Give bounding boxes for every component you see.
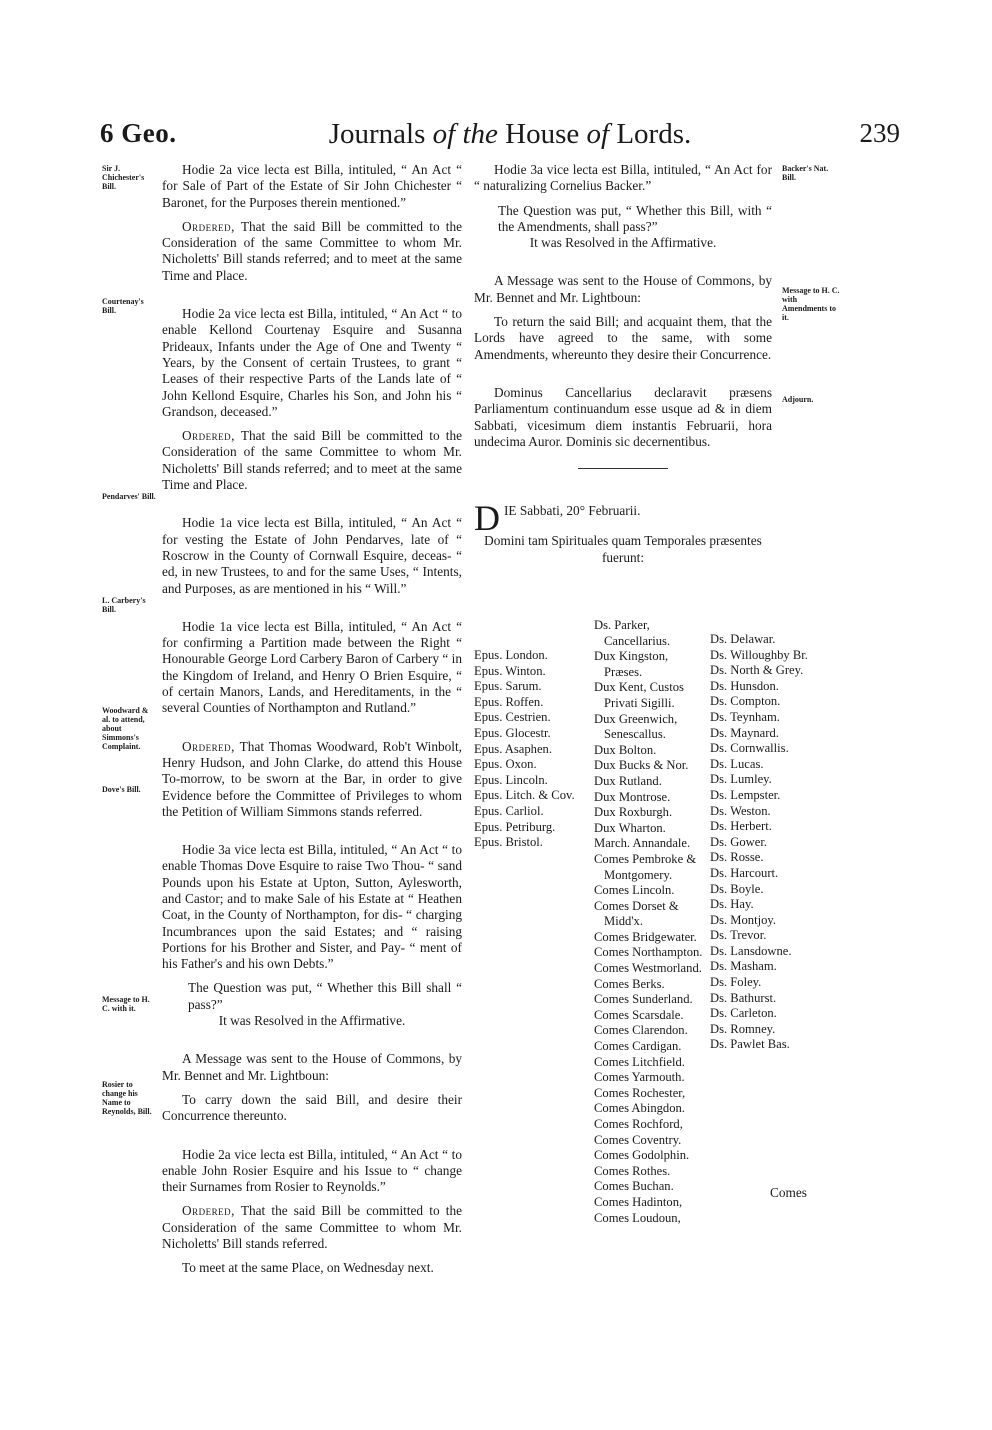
- peer-name: Comes Dorset &: [594, 898, 679, 913]
- peer-name: Epus. Cestrien.: [474, 710, 551, 725]
- peer-name: Comes Abingdon.: [594, 1101, 685, 1116]
- peer-name: Montgomery.: [604, 867, 673, 882]
- peer-name: Dux Montrose.: [594, 789, 671, 804]
- order-paragraph: [162, 1203, 462, 1252]
- peer-name: Ds. Parker,: [594, 618, 650, 632]
- peer-name: Epus. Lincoln.: [474, 772, 548, 787]
- peer-name: Comes Sunderland.: [594, 992, 693, 1007]
- peer-name: Ds. Teynham.: [710, 709, 780, 724]
- header-title-word: Lords.: [616, 118, 692, 150]
- peer-name: Ds. Foley.: [710, 975, 762, 990]
- peer-name: Dux Roxburgh.: [594, 805, 673, 820]
- peer-name: Ds. Carleton.: [710, 1006, 777, 1021]
- peer-name: Ds. Lansdowne.: [710, 943, 792, 958]
- peer-name: Dux Bolton.: [594, 742, 657, 757]
- peer-name: Comes Bridgewater.: [594, 929, 697, 944]
- message-instruction: To return the said Bill; and acquaint them, that the Lords have agreed to the same, with some Amendments, whereunto they desire their Concurrence.: [474, 314, 772, 362]
- sitting-date: IE Sabbati, 20° Februarii.: [504, 503, 641, 519]
- peer-name: Dux Greenwich,: [594, 711, 678, 726]
- peer-name: Dux Kent, Custos: [594, 680, 684, 695]
- margin-note: Pendarves' Bill.: [102, 492, 156, 501]
- peer-name: Epus. Asaphen.: [474, 741, 553, 756]
- peer-name: Privati Sigilli.: [604, 695, 675, 710]
- header-title-word: House: [505, 118, 580, 150]
- entry-text: Hodie 2a vice lecta est Billa, intituled, “ An Act “ for Sale of Part of the Estate of Sir John Chichester “ Baronet, for the Purposes therein mentioned.”: [162, 162, 462, 210]
- peer-name: Cancellarius.: [604, 633, 671, 648]
- adjournment-text: Dominus Cancellarius declaravit præsens Parliamentum continuandum esse usque ad & in diem Sabbati, vicesimum diem instantis Februarii, hora undecima Auror. Dominis sic decernentibus.: [474, 384, 772, 449]
- margin-note: Woodward & al. to attend, about Simmons's Complaint.: [102, 706, 149, 751]
- peer-name: Ds. Romney.: [710, 1021, 776, 1036]
- peer-name: Comes Westmorland.: [594, 961, 702, 976]
- peer-name: Ds. Weston.: [710, 803, 771, 818]
- peer-name: Dux Rutland.: [594, 773, 662, 788]
- peer-name: Ds. Delawar.: [710, 632, 776, 646]
- peer-name: Ds. Hay.: [710, 897, 754, 912]
- margin-note: Rosier to change his Name to Reynolds, Bill.: [102, 1080, 152, 1116]
- peer-name: Comes Rochester,: [594, 1085, 686, 1100]
- peer-name: Comes Yarmouth.: [594, 1070, 685, 1085]
- header-title: [300, 118, 720, 151]
- dukes-earls-list: [594, 618, 718, 1226]
- peer-name: Dux Bucks & Nor.: [594, 758, 689, 773]
- entry-text: Hodie 1a vice lecta est Billa, intituled, “ An Act “ for confirming a Partition made between the Right “ Honourable George Lord Carbery Baron of Carbery “ in the Kingdom of Ireland, and Henry O Brien Esquire, “ of certain Manors, Lands, and Hereditaments, in the “ several Counties of Northampton and Rutland.”: [162, 618, 462, 716]
- sitting-heading: [474, 498, 772, 539]
- peer-name: Comes Clarendon.: [594, 1023, 688, 1038]
- peer-name: Ds. Masham.: [710, 959, 777, 974]
- peer-name: Epus. London.: [474, 648, 548, 662]
- peer-name: Dux Kingston,: [594, 649, 669, 664]
- header-regnal-year: 6 Geo.: [100, 118, 177, 148]
- message-text: A Message was sent to the House of Commons, by Mr. Bennet and Mr. Lightboun:: [162, 1051, 462, 1083]
- peer-name: Comes Godolphin.: [594, 1148, 690, 1163]
- order-lead: Ordered,: [182, 218, 235, 234]
- margin-note: Dove's Bill.: [102, 785, 141, 794]
- order-paragraph: [162, 219, 462, 284]
- message-text: A Message was sent to the House of Commons, by Mr. Bennet and Mr. Lightboun:: [474, 273, 772, 305]
- attendance-heading: Domini tam Spirituales quam Temporales præsentes fuerunt:: [484, 533, 762, 565]
- peer-name: Epus. Glocestr.: [474, 725, 551, 740]
- peer-name: Comes Cardigan.: [594, 1039, 682, 1054]
- entry-text: Hodie 3a vice lecta est Billa, intituled, “ An Act “ to enable Thomas Dove Esquire to raise Two Thou- “ sand Pounds upon his Estate at Upton, Sutton, Aylesworth, and Castor; and to make Sale of his Estate at “ Heathen Coat, in the County of Northampton, for dis- “ charging Incumbrances upon the said Estates; and “ raising Portions for his Brother and Sister, and Pay- “ ment of his Father's and his own Debts.”: [162, 842, 462, 972]
- peer-name: Midd'x.: [604, 914, 644, 929]
- peer-name: Comes Northampton.: [594, 945, 703, 960]
- resolution-text: It was Resolved in the Affirmative.: [529, 235, 717, 251]
- peer-name: Ds. Rosse.: [710, 850, 764, 865]
- message-instruction: To carry down the said Bill, and desire their Concurrence thereunto.: [162, 1091, 462, 1124]
- entry-text: Hodie 3a vice lecta est Billa, intituled, “ An Act for “ naturalizing Cornelius Backer.”: [474, 162, 772, 194]
- peer-name: Ds. Willoughby Br.: [710, 647, 808, 662]
- margin-note: Message to H. C. with Amendments to it.: [782, 286, 840, 322]
- entry-text: Hodie 2a vice lecta est Billa, intituled, “ An Act “ to enable Kellond Courtenay Esquire and Susanna Prideaux, Infants under the Age of One and Twenty “ Years, by the Consent of certain Trustees, to grant “ Leases of their respective Parts of the Lands late of “ John Kellond Esquire, Charles his Son, and John his “ Grandson, deceased.”: [162, 306, 462, 419]
- order-lead: Ordered,: [182, 1203, 235, 1219]
- header-title-word: of: [586, 118, 610, 150]
- order-paragraph: [162, 428, 462, 493]
- peer-name: Epus. Litch. & Cov.: [474, 788, 575, 803]
- peer-name: March. Annandale.: [594, 836, 691, 851]
- margin-note: Courtenay's Bill.: [102, 297, 144, 315]
- peer-name: Ds. Pawlet Bas.: [710, 1037, 790, 1052]
- peer-name: Ds. Lucas.: [710, 756, 764, 771]
- peer-name: Ds. Montjoy.: [710, 912, 777, 927]
- drop-cap: D: [474, 498, 500, 539]
- peer-name: Comes Litchfield.: [594, 1054, 685, 1069]
- peer-name: Epus. Petriburg.: [474, 819, 556, 834]
- peer-name: Ds. North & Grey.: [710, 663, 804, 678]
- peer-name: Præses.: [604, 664, 643, 679]
- peer-name: Epus. Carliol.: [474, 803, 544, 818]
- peer-name: Comes Loudoun,: [594, 1210, 681, 1225]
- peer-name: Ds. Hunsdon.: [710, 678, 779, 693]
- peer-name: Ds. Gower.: [710, 834, 768, 849]
- barons-list: [710, 632, 834, 1053]
- peer-name: Comes Berks.: [594, 976, 665, 991]
- peer-name: Epus. Winton.: [474, 663, 546, 678]
- peer-name: Ds. Bathurst.: [710, 990, 777, 1005]
- peer-name: Ds. Trevor.: [710, 928, 767, 943]
- left-column: [162, 162, 462, 1277]
- peer-name: Ds. Harcourt.: [710, 865, 779, 880]
- peer-name: Senescallus.: [604, 727, 666, 742]
- margin-note: Sir J. Chichester's Bill.: [102, 164, 145, 191]
- peer-name: Comes Rochford,: [594, 1117, 683, 1131]
- question-text: The Question was put, “ Whether this Bill shall “ pass?”: [188, 980, 462, 1012]
- margin-note: Adjourn.: [782, 395, 814, 404]
- peer-name: Ds. Cornwallis.: [710, 741, 789, 756]
- entry-text: Hodie 1a vice lecta est Billa, intituled, “ An Act “ for vesting the Estate of John Pendarves, late of “ Roscrow in the County of Cornwall Esquire, deceas- “ ed, in new Trustees, to and for the same Uses, “ Intents, and Purposes, as are mentioned in his “ Will.”: [162, 515, 462, 596]
- margin-note: L. Carbery's Bill.: [102, 596, 146, 614]
- header-title-word: Journals: [328, 118, 426, 150]
- resolution-text: It was Resolved in the Affirmative.: [218, 1013, 406, 1029]
- peer-name: Ds. Lumley.: [710, 772, 772, 787]
- peer-name: Comes Buchan.: [594, 1179, 674, 1194]
- peer-name: Dux Wharton.: [594, 820, 666, 835]
- margin-note: Backer's Nat. Bill.: [782, 164, 829, 182]
- margin-note: Message to H. C. with it.: [102, 995, 150, 1013]
- page-number: 239: [859, 118, 900, 148]
- order-text: That the said Bill be committed to the Consideration of the same Committee to whom Mr. Nicholetts' Bill stands referred.: [162, 1203, 462, 1252]
- catchword: Comes: [770, 1185, 807, 1200]
- order-lead: Ordered,: [182, 428, 235, 444]
- peer-name: Ds. Compton.: [710, 694, 781, 709]
- meeting-text: To meet at the same Place, on Wednesday next.: [182, 1260, 434, 1276]
- peer-name: Epus. Bristol.: [474, 835, 543, 850]
- right-column: [474, 162, 772, 566]
- entry-text: Hodie 2a vice lecta est Billa, intituled, “ An Act “ to enable John Rosier Esquire and his Issue to “ change their Surnames from Rosier to Reynolds.”: [162, 1146, 462, 1195]
- header-title-word: the: [462, 118, 498, 150]
- peer-name: Ds. Boyle.: [710, 881, 764, 896]
- peer-name: Epus. Roffen.: [474, 694, 544, 709]
- question-text: The Question was put, “ Whether this Bill, with “ the Amendments, shall pass?”: [498, 202, 772, 234]
- peer-name: Ds. Maynard.: [710, 725, 779, 740]
- peer-name: Epus. Sarum.: [474, 679, 542, 694]
- peer-name: Comes Lincoln.: [594, 883, 675, 898]
- order-paragraph: [162, 739, 462, 820]
- peer-name: Ds. Herbert.: [710, 819, 772, 834]
- peer-name: Comes Coventry.: [594, 1132, 682, 1147]
- peer-name: Comes Hadinton,: [594, 1194, 683, 1209]
- peer-name: Epus. Oxon.: [474, 757, 537, 772]
- peer-name: Comes Rothes.: [594, 1163, 671, 1178]
- section-divider: [578, 468, 668, 469]
- peer-name: Comes Pembroke &: [594, 851, 697, 866]
- order-lead: Ordered,: [182, 738, 235, 754]
- order-text: That Thomas Woodward, Rob't Winbolt, Henry Hudson, and John Clarke, do attend this House To-morrow, to be sworn at the Bar, in order to give Evidence before the Committee of Privileges to whom the Petition of William Simmons stands referred.: [162, 738, 462, 819]
- order-text: That the said Bill be committed to the Consideration of the same Committee to whom Mr. Nicholetts' Bill stands referred; and to meet at the same Time and Place.: [162, 218, 462, 283]
- bishops-list: [474, 648, 590, 851]
- peer-name: Comes Scarsdale.: [594, 1007, 684, 1022]
- header-title-word: of: [432, 118, 456, 150]
- peer-name: Ds. Lempster.: [710, 787, 781, 802]
- order-text: That the said Bill be committed to the Consideration of the same Committee to whom Mr. Nicholetts' Bill stands referred; and to meet at the same Time and Place.: [162, 428, 462, 493]
